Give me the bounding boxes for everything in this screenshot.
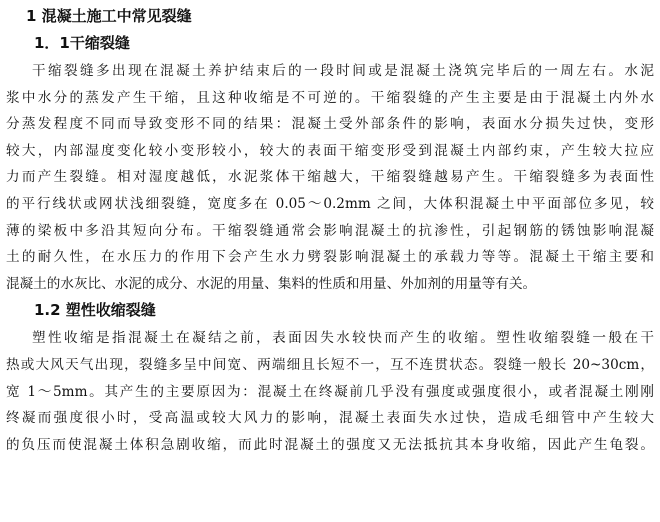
paragraph-line: 宽 1～5mm。其产生的主要原因为：混凝土在终凝前几乎没有强度或强度很小，或者混凝土刚刚 [6, 383, 654, 400]
paragraph-line: 较大，内部湿度变化较小变形较小，较大的表面干缩变形受到混凝土内部约束，产生较大拉应 [6, 142, 654, 159]
section-1-2-heading: 1.2 塑性收缩裂缝 [34, 301, 156, 320]
paragraph-line: 终凝而强度很小时，受高温或较大风力的影响，混凝土表面失水过快，造成毛细管中产生较大 [6, 410, 654, 427]
paragraph-line: 土的耐久性，在水压力的作用下会产生水力劈裂影响混凝土的承载力等等。混凝土干缩主要和 [6, 249, 654, 266]
paragraph-line: 分蒸发程度不同而导致变形不同的结果：混凝土受外部条件的影响，表面水分损失过快，变形 [6, 116, 654, 133]
paragraph-line: 的平行线状或网状浅细裂缝，宽度多在 0.05～0.2mm 之间，大体积混凝土中平面部位多见，较 [6, 195, 654, 212]
paragraph-line: 热或大风天气出现，裂缝多呈中间宽、两端细且长短不一，互不连贯状态。裂缝一般长 20~30cm， [6, 356, 654, 373]
section-1-1-paragraph [6, 58, 654, 297]
paragraph-line: 混凝土的水灰比、水泥的成分、水泥的用量、集料的性质和用量、外加剂的用量等有关。 [6, 275, 537, 292]
paragraph-line: 干缩裂缝多出现在混凝土养护结束后的一段时间或是混凝土浇筑完毕后的一周左右。水泥 [32, 63, 654, 79]
paragraph-line: 浆中水分的蒸发产生干缩，且这种收缩是不可逆的。干缩裂缝的产生主要是由于混凝土内外水 [6, 89, 654, 106]
paragraph-line: 塑性收缩是指混凝土在凝结之前，表面因失水较快而产生的收缩。塑性收缩裂缝一般在干 [32, 330, 654, 347]
paragraph-line: 力而产生裂缝。相对湿度越低，水泥浆体干缩越大，干缩裂缝越易产生。干缩裂缝多为表面性 [6, 169, 654, 186]
paragraph-line: 薄的梁板中多沿其短向分布。干缩裂缝通常会影响混凝土的抗渗性，引起钢筋的锈蚀影响混凝 [6, 222, 654, 239]
paragraph-line: 的负压而使混凝土体积急剧收缩，而此时混凝土的强度又无法抵抗其本身收缩，因此产生龟裂。 [6, 436, 654, 453]
section-1-2-paragraph [6, 325, 654, 458]
heading-1: 1 混凝土施工中常见裂缝 [26, 7, 192, 25]
section-1-1-heading: 1．1干缩裂缝 [34, 34, 130, 52]
